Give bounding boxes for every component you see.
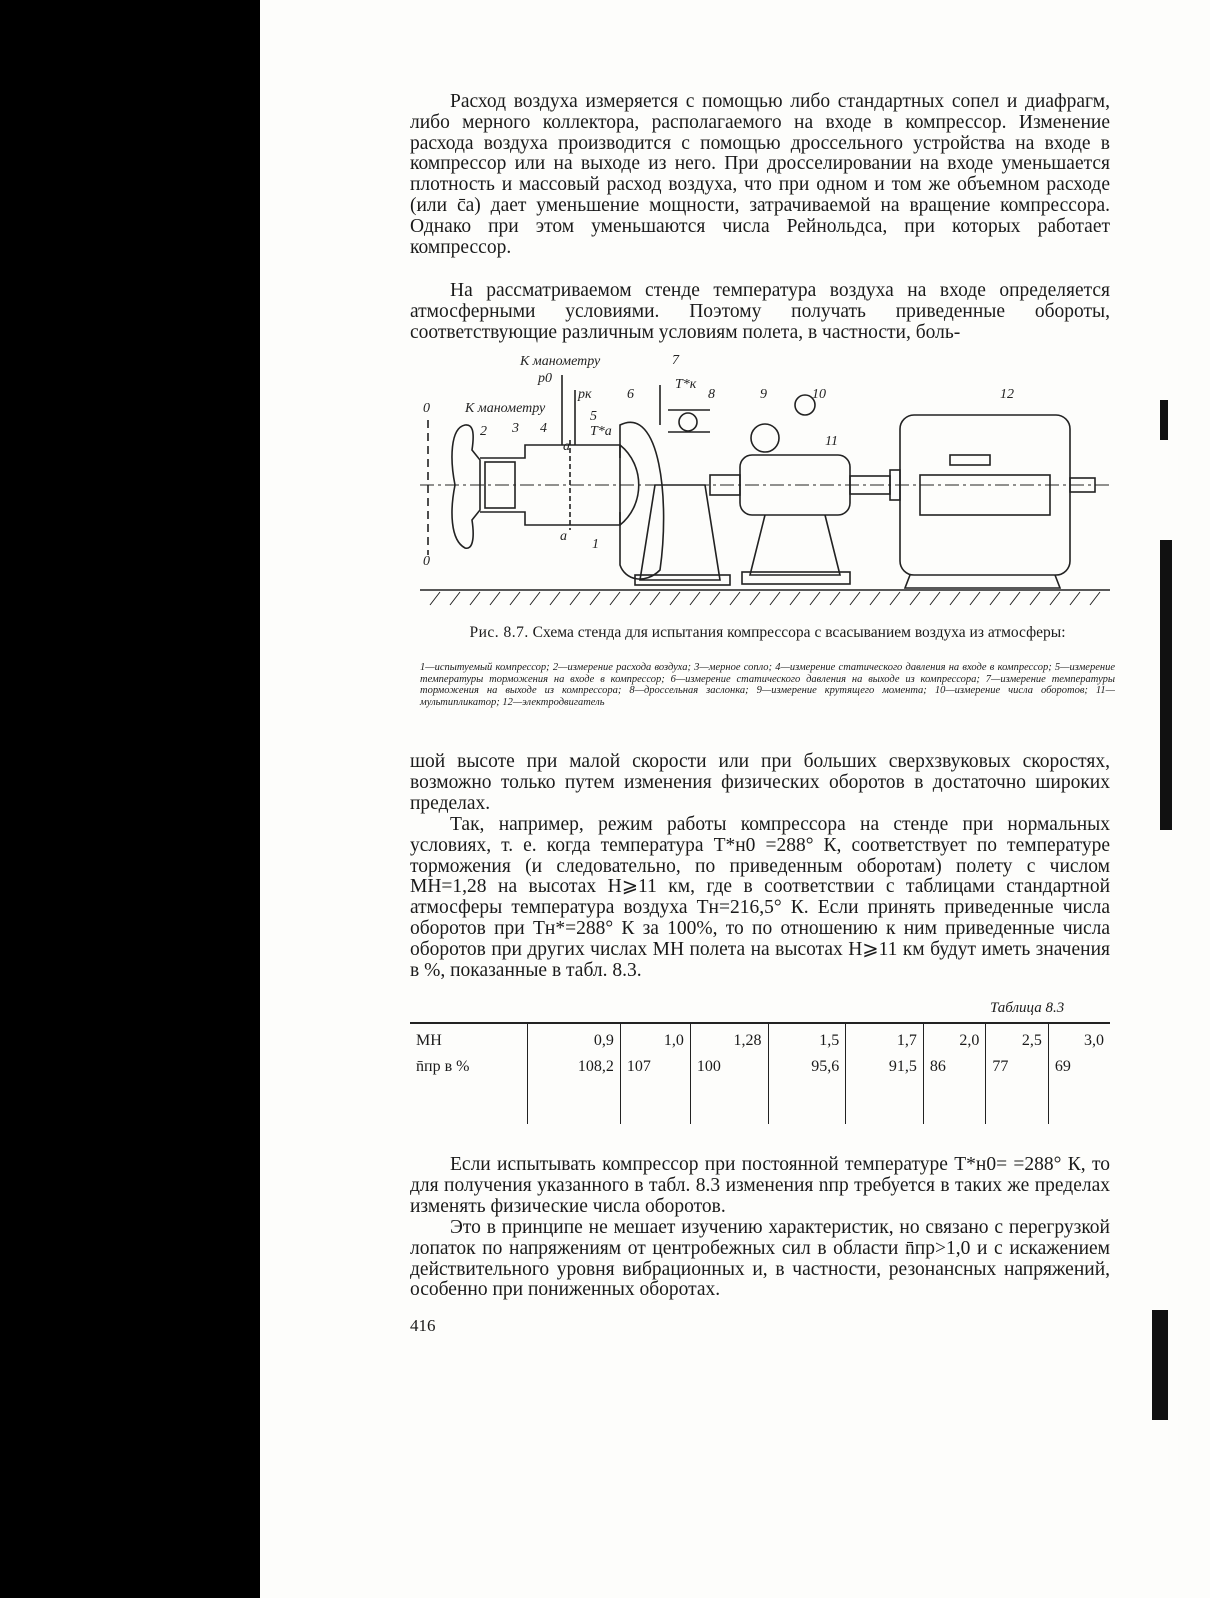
label-3: 3 xyxy=(512,421,519,436)
scan-artifact xyxy=(1160,400,1168,440)
table-cell: 2,5 xyxy=(986,1030,1049,1056)
scan-artifact xyxy=(1152,1310,1168,1420)
table-row-label-mh: MH xyxy=(416,1032,442,1049)
paragraph-6: Это в принципе не мешает изучению характеристик, но связано с перегрузкой лопаток по напряжениям от центробежных сил в области n̄пр>1,0 и с искажением действительного уровня вибрационных и, в частности, резонансных напряжений, особенно при пониженных оборотах. xyxy=(410,1217,1110,1301)
label-12: 12 xyxy=(1000,387,1014,402)
table-cell: 69 xyxy=(1048,1056,1110,1082)
label-ta: T*a xyxy=(590,424,612,439)
table-cell: 107 xyxy=(620,1056,690,1082)
label-zero-top: 0 xyxy=(423,401,430,416)
test-stand-diagram xyxy=(420,350,1120,615)
label-6: 6 xyxy=(627,387,634,402)
label-manometer-top: К манометру xyxy=(520,354,601,369)
table-cell: 1,28 xyxy=(690,1030,768,1056)
paragraph-3: шой высоте при малой скорости или при больших сверхзвуковых скоростях, возможно только путем изменения физических оборотов в достаточно широких пределах. xyxy=(410,751,1110,814)
figure-legend: 1—испытуемый компрессор; 2—измерение расхода воздуха; 3—мерное сопло; 4—измерение статического давления на входе в компрессор; 5—измерение температуры торможения на входе в компрессор; 6—измерение статического давления на выходе из компрессора; 7—измерение температуры торможения на выходе из компрессора; 8—дроссельная заслонка; 9—измерение крутящего момента; 10—измерение числа оборотов; 11—мультипликатор; 12—электродвигатель xyxy=(420,662,1115,708)
label-a-bottom: a xyxy=(560,529,567,544)
label-pk: pк xyxy=(578,387,592,402)
label-9: 9 xyxy=(760,387,767,402)
table-cell: 95,6 xyxy=(768,1056,846,1082)
table-cell: 86 xyxy=(923,1056,986,1082)
label-tk: T*к xyxy=(675,377,697,392)
label-p0: p0 xyxy=(538,371,552,386)
label-zero-bottom: 0 xyxy=(423,554,430,569)
table-row-label-npr: n̄пр в % xyxy=(416,1058,470,1075)
table-cell: 108,2 xyxy=(528,1056,621,1082)
page-number: 416 xyxy=(410,1316,436,1335)
label-a-top: a xyxy=(563,439,570,454)
table-cell: 100 xyxy=(690,1056,768,1082)
table-caption: Таблица 8.3 xyxy=(990,1000,1065,1016)
table-8-3 xyxy=(410,1022,1110,1124)
table-cell: 1,5 xyxy=(768,1030,846,1056)
paragraph-2: На рассматриваемом стенде температура воздуха на входе определяется атмосферными условиями. Поэтому получать приведенные обороты, соответствующие различным условиям полета, в частности, боль- xyxy=(410,280,1110,343)
label-10: 10 xyxy=(812,387,826,402)
table-cell: 1,7 xyxy=(846,1030,924,1056)
figure-caption-text: Схема стенда для испытания компрессора с всасыванием воздуха из атмосферы: xyxy=(532,624,1066,641)
table-cell: 1,0 xyxy=(620,1030,690,1056)
label-11: 11 xyxy=(825,434,838,449)
label-2: 2 xyxy=(480,424,487,439)
scan-dark-margin xyxy=(0,0,260,1598)
paragraph-5: Если испытывать компрессор при постоянной температуре T*н0= =288° К, то для получения указанного в табл. 8.3 изменения nпр требуется в таких же пределах изменять физические числа оборотов. xyxy=(410,1154,1110,1217)
label-8: 8 xyxy=(708,387,715,402)
label-manometer-left: К манометру xyxy=(465,401,546,416)
label-1: 1 xyxy=(592,537,599,552)
table-cell: 2,0 xyxy=(923,1030,986,1056)
table-cell: 77 xyxy=(986,1056,1049,1082)
figure-caption xyxy=(420,624,1115,641)
paragraph-1: Расход воздуха измеряется с помощью либо стандартных сопел и диафрагм, либо мерного коллектора, располагаемого на входе в компрессор. Изменение расхода воздуха производится с помощью дроссельного устройства на входе в компрессор или на выходе из него. При дросселировании на входе уменьшается плотность и массовый расход воздуха, что при одном и том же объемном расходе (или c̄a) дает уменьшение мощности, затрачиваемой на вращение компрессора. Однако при этом уменьшаются числа Рейнольдса, при которых работает компрессор. xyxy=(410,91,1110,258)
label-7: 7 xyxy=(672,353,679,368)
table-cell: 91,5 xyxy=(846,1056,924,1082)
table-cell: 3,0 xyxy=(1048,1030,1110,1056)
paragraph-4: Так, например, режим работы компрессора на стенде при нормальных условиях, т. е. когда температура T*н0 =288° К, соответствует по температуре торможения (и следовательно, по приведенным оборотам) полету с числом MH=1,28 на высотах H⩾11 км, где в соответствии с таблицами стандартной атмосферы температура воздуха Tн=216,5° К. Если принять приведенные числа оборотов при Tн*=288° К за 100%, то по отношению к ним приведенные числа оборотов при других числах MH полета на высотах H⩾11 км будут иметь значения в %, показанные в табл. 8.3. xyxy=(410,814,1110,981)
label-5: 5 xyxy=(590,409,597,424)
figure-caption-prefix: Рис. 8.7. xyxy=(469,624,529,641)
scan-artifact xyxy=(1160,540,1172,830)
table-cell: 0,9 xyxy=(528,1030,621,1056)
label-4: 4 xyxy=(540,421,547,436)
